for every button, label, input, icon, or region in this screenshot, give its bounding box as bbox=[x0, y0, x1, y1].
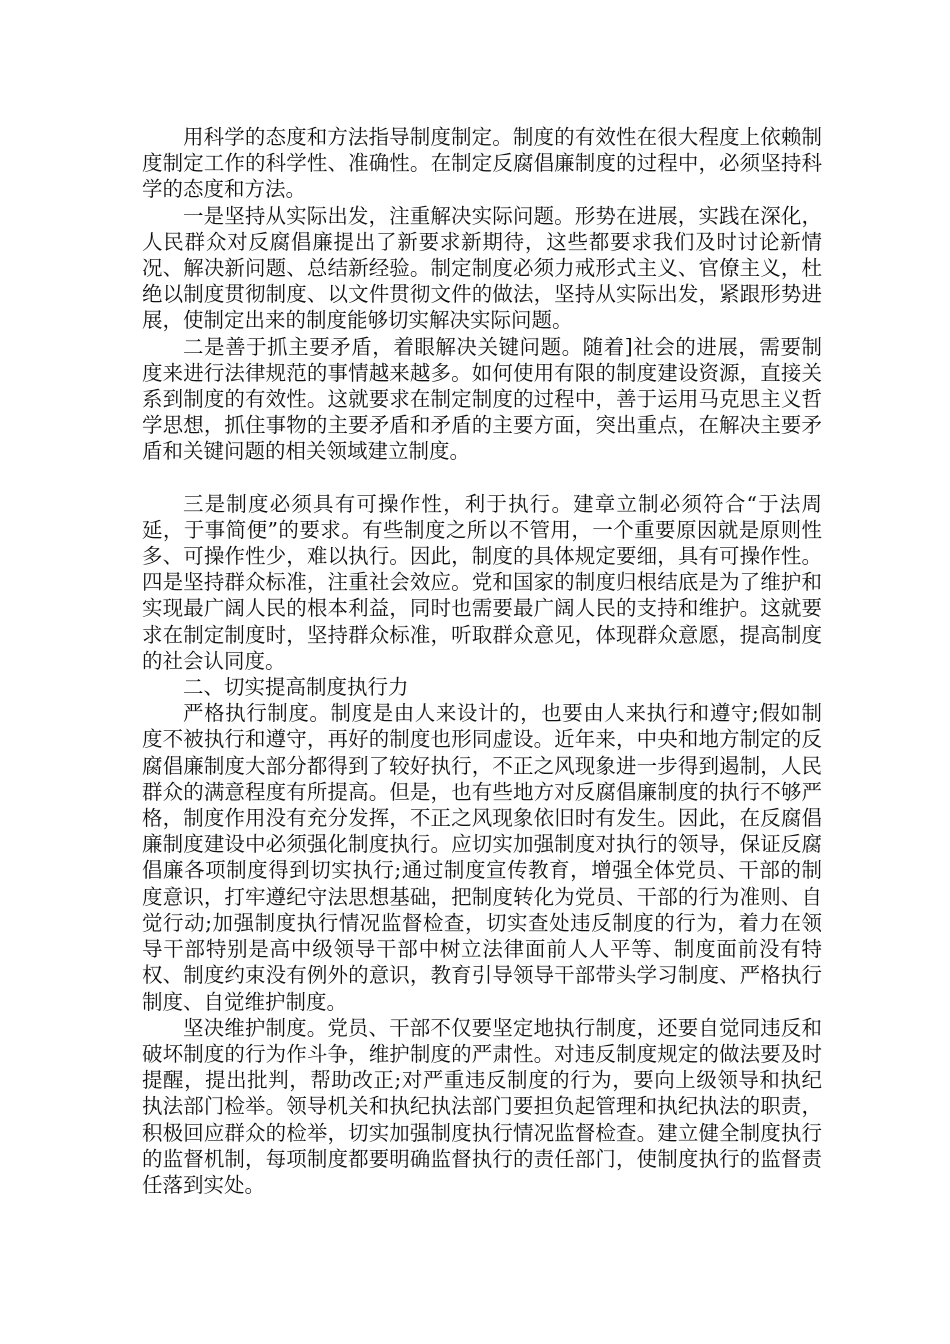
paragraph-strict-execution: 严格执行制度。制度是由人来设计的，也要由人来执行和遵守;假如制度不被执行和遵守，再好的制度也形同虚设。近年来，中央和地方制定的反腐倡廉制度大部分都得到了较好执行，不正之风现象进一步得到遏制，人民群众的满意程度有所提高。但是，也有些地方对反腐倡廉制度的执行不够严格，制度作用没有充分发挥，不正之风现象依旧时有发生。因此，在反腐倡廉制度建设中必须强化制度执行。应切实加强制度对执行的领导，保证反腐倡廉各项制度得到切实执行;通过制度宣传教育，增强全体党员、干部的制度意识，打牢遵纪守法思想基础，把制度转化为党员、干部的行为准则、自觉行动;加强制度执行情况监督检查，切实查处违反制度的行为，着力在领导干部特别是高中级领导干部中树立法律面前人人平等、制度面前没有特权、制度约束没有例外的意识，教育引导领导干部带头学习制度、严格执行制度、自觉维护制度。 bbox=[142, 701, 822, 1014]
paragraph-maintain-system: 坚决维护制度。党员、干部不仅要坚定地执行制度，还要自觉同违反和破坏制度的行为作斗争，维护制度的严肃性。对违反制度规定的做法要及时提醒，提出批判，帮助改正;对严重违反制度的行为，要向上级领导和执纪执法部门检举。领导机关和执纪执法部门要担负起管理和执纪执法的职责，积极回应群众的检举，切实加强制度执行情况监督检查。建立健全制度执行的监督机制，每项制度都要明确监督执行的责任部门，使制度执行的监督责任落到实处。 bbox=[142, 1015, 822, 1197]
paragraph-scientific-approach: 用科学的态度和方法指导制度制定。制度的有效性在很大程度上依赖制度制定工作的科学性、准确性。在制定反腐倡廉制度的过程中，必须坚持科学的态度和方法。 bbox=[142, 125, 822, 202]
paragraph-point-three: 三是制度必须具有可操作性，利于执行。建章立制必须符合“于法周延，于事简便”的要求。有些制度之所以不管用，一个重要原因就是原则性多、可操作性少，难以执行。因此，制度的具体规定要细，具有可操作性。四是坚持群众标准，注重社会效应。党和国家的制度归根结底是为了维护和实现最广阔人民的根本利益，同时也需要最广阔人民的支持和维护。这就要求在制定制度时，坚持群众标准，听取群众意见，体现群众意愿，提高制度的社会认同度。 bbox=[142, 491, 822, 673]
paragraph-point-two: 二是善于抓主要矛盾，着眼解决关键问题。随着]社会的进展，需要制度来进行法律规范的事情越来越多。如何使用有限的制度建设资源，直接关系到制度的有效性。这就要求在制定制度的过程中，善于运用马克思主义哲学思想，抓住事物的主要矛盾和矛盾的主要方面，突出重点，在解决主要矛盾和关键问题的相关领域建立制度。 bbox=[142, 334, 822, 464]
document-body bbox=[142, 124, 822, 1198]
paragraph-point-one: 一是坚持从实际出发，注重解决实际问题。形势在进展，实践在深化，人民群众对反腐倡廉提出了新要求新期待，这些都要求我们及时讨论新情况、解决新问题、总结新经验。制定制度必须力戒形式主义、官僚主义，杜绝以制度贯彻制度、以文件贯彻文件的做法，坚持从实际出发，紧跟形势进展，使制定出来的制度能够切实解决实际问题。 bbox=[142, 203, 822, 333]
section-heading: 二、切实提高制度执行力 bbox=[183, 675, 409, 700]
